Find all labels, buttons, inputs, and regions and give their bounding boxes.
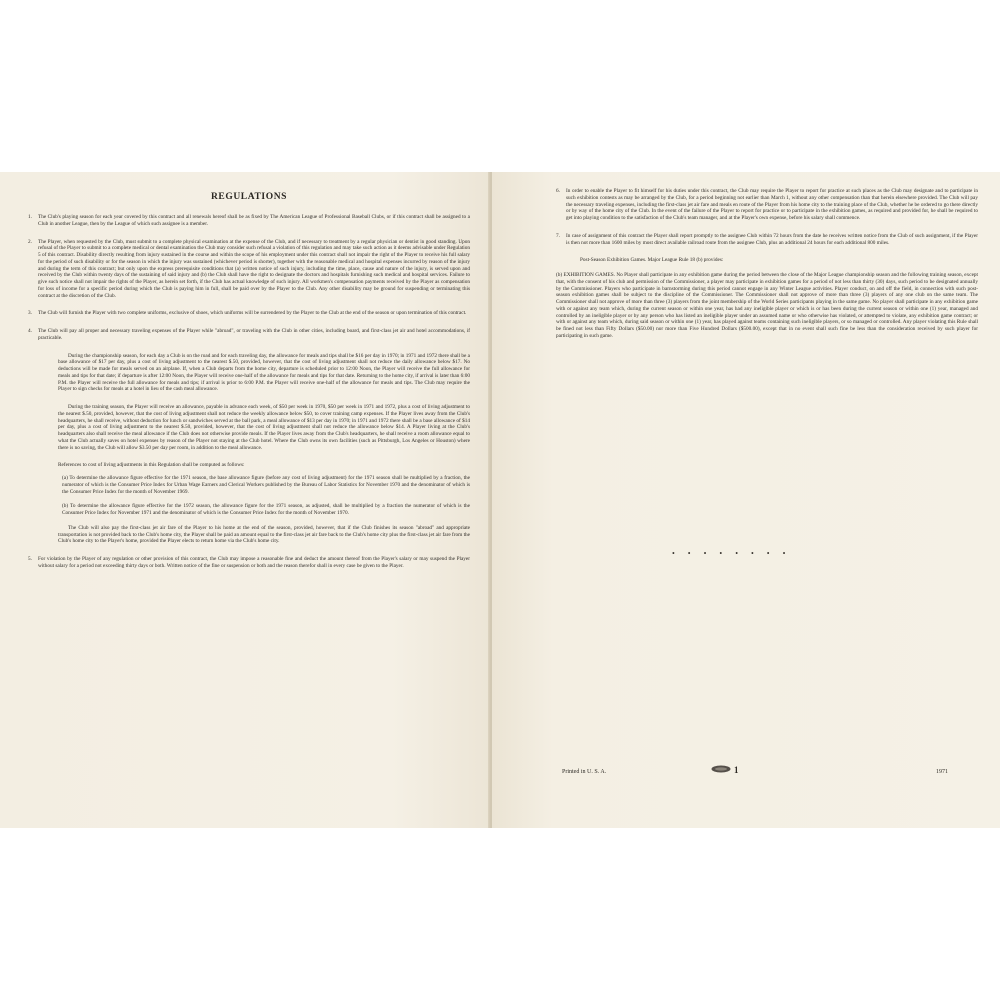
regulation-text: The Player, when requested by the Club, must submit to a complete physical examination at the expense of the Club, and if necessary to treatment by a regular physician or dentist in good standing. Upon refusal of the Player to submit to a complete medical or dental examination the Club may consider such refusal a violation of this regulation and may take such action as it deems advisable under Regulation 5 of this contract. Disability directly resulting from injury sustained in the course and within the scope of his employment under this contract shall not impair the right of the Player to receive his full salary for the period of such disability or for the season in which the injury was sustained (whichever period is shorter), together with the reasonable medical and hospital expenses incurred by reason of the injury and during the term of this contract; but only upon the express prerequisite conditions that (a) written notice of such injury, including the time, place, cause and nature of the injury, is served upon and received by the Club within twenty days of the sustaining of said injury and (b) the Club shall have the right to designate the doctors and hospitals furnishing such medical and hospital services. Failure to give such notice shall not impair the rights of the Player, as herein set forth, if the Club has actual knowledge of such injury. All workmen's compensation payments received by the Player as compensation for loss of income for a specific period during which the Club is paying him in full, shall be paid over by the Player to the Club. Any other disability may be ground for suspending or terminating this contract at the discretion of the Club. — [38, 238, 470, 299]
regulation-number: 1. — [28, 214, 32, 220]
document-spread — [0, 172, 1000, 828]
regulation-3 — [28, 310, 470, 317]
regulation-number: 6. — [556, 188, 560, 194]
references-lead: References to cost of living adjustments in this Regulation shall be computed as follows: — [58, 462, 245, 469]
regulation-number: 7. — [556, 232, 560, 239]
left-page — [0, 172, 490, 828]
rule-18b-text: (b) EXHIBITION GAMES. No Player shall participate in any exhibition game during the period between the close of the Major League championship season and the following training season, except that, with the consent of his club and permission of the Commissioner, a player may participate in exhibition games for a period of not less than thirty (30) days, such period to be designated annually by the Commissioner. Players who participate in barnstorming during this period cannot engage in any Winter League activities. Player conduct, on and off the field, in connection with such post-season exhibition games shall be subject to the discipline of the Commissioner. The Commissioner shall not approve of more than three (3) players of any one club on the same team. The Commissioner shall not approve of more than three (3) players from the joint membership of the World Series participants playing in the same game. No player shall participate in any exhibition game with or against any team which, during the current season or within one year, has had any ineligible player or which is or has been during the current season or within one (1) year, managed and controlled by an ineligible player or by any person who has listed an ineligible player under an assumed name or who otherwise has violated, or attempted to violate, any exhibition game contract; or with or against any team which, during said season or within one (1) year, has played against teams containing such ineligible players, or so managed or controlled. Any player violating this Rule shall be fined not less than Fifty Dollars ($50.00) nor more than Five Hundred Dollars ($500.00), except that in no event shall such fine be less than the consideration received by such player for participating in such game. — [556, 272, 978, 339]
training-allowance-paragraph: During the training season, the Player will receive an allowance, payable in advance each week, of $50 per week in 1970, $50 per week in 1971 and 1972, plus a cost of living adjustment to the nearest $.50, provided, however, that the cost of living adjustment shall not reduce the weekly allowance below $50, to cover training camp expenses. If the Player lives away from the Club's headquarters, he shall receive, without deduction for lunch or sandwiches served at the ball park, a meal allowance of $13 per day in 1970; in 1971 and 1972 there shall be a base allowance of $14 per day, plus a cost of living adjustment to the nearest $.50, provided, however, that the cost of living adjustment shall not reduce the allowance below $14. A Player living at the Club's headquarters also shall receive the meal allowance if the Club does not otherwise provide meals. If the Player lives away from the Club's headquarters, he shall receive a room allowance equal to what the Club actually saves on hotel expenses by reason of the Player not staying at the Club hotel. Where the Club owns its own facilities (such as Pittsburgh, Los Angeles or Houston) where there is no saving, the Club will allow $3.50 per day per room, in addition to the meal allowance. — [58, 404, 470, 451]
sub-clause-b: (b) To determine the allowance figure effective for the 1972 season, the allowance figure for the 1971 season, as adjusted, shall be multiplied by a fraction the numerator of which is the Consumer Price Index for November 1971 and the denominator of which is the Consumer Price Index for the month of November 1970. — [62, 503, 470, 516]
regulation-text: In order to enable the Player to fit himself for his duties under this contract, the Club may require the Player to report for practice at such places as the Club may designate and to participate in such exhibition contests as may be arranged by the Club, for a period beginning not earlier than March 1, without any other compensation than that herein elsewhere provided. The Club will pay the necessary traveling expenses, including the first-class jet air fare and meals en route of the Player from his home city to the training place of the Club, whether he be ordered to go there directly or by way of the home city of the Club. In the event of the failure of the Player to report for practice or to participate in the exhibition games, as required and provided for, he shall be required to get into playing condition to the satisfaction of the Club's team manager, and at the Player's own expense, before his salary shall commence. — [566, 188, 978, 221]
regulation-text: In case of assignment of this contract the Player shall report promptly to the assignee Club within 72 hours from the date he receives written notice from the Club of such assignment, if the Player is then not more than 1600 miles by most direct available railroad route from the assignee Club, plus an additional 24 hours for each additional 800 miles. — [566, 232, 978, 246]
regulation-number: 5. — [28, 556, 32, 562]
regulation-text: The Club's playing season for each year covered by this contract and all renewals hereof shall be as fixed by The American League of Professional Baseball Clubs, or if this contract shall be assigned to a Club in another League, then by the League of which such assignee is a member. — [38, 214, 470, 227]
right-page — [492, 172, 1000, 828]
regulation-text: The Club will pay all proper and necessary traveling expenses of the Player while "abroad", or traveling with the Club in other cities, including board, and first-class jet air and hotel accommodations, if practicable. — [38, 328, 470, 341]
regulation-number: 4. — [28, 328, 32, 334]
rule-heading: Post-Season Exhibition Games. Major League Rule 18 (b) provides: — [580, 257, 724, 264]
home-fare-paragraph: The Club will also pay the first-class jet air fare of the Player to his home at the end of the season, provided, however, that if the Club finishes its season "abroad" and appropriate transportation is not provided back to the Club's home city, the Player shall be paid an amount equal to the first-class jet air fare back to the Club's home city plus the first-class jet air fare from the Club's home city to the Player's home, provided the Player elects to return home via the Club's home city. — [58, 524, 470, 545]
page-title: REGULATIONS — [210, 192, 288, 202]
regulation-number: 3. — [28, 310, 32, 317]
regulation-7 — [556, 233, 978, 247]
page-number: 1 — [734, 765, 739, 775]
regulation-text: For violation by the Player of any regulation or other provision of this contract, the Club may impose a reasonable fine and deduct the amount thereof from the Player's salary or may suspend the Player without salary for a period not exceeding thirty days or both. Written notice of the fine or suspension or both and the reason therefor shall in every case be given to the Player. — [38, 556, 470, 569]
year-label: 1971 — [936, 769, 948, 775]
sub-clause-a: (a) To determine the allowance figure effective for the 1971 season, the base allowance figure (before any cost of living adjustment) for the 1971 season shall be multiplied by a fraction, the numerator of which is the Consumer Price Index for Urban Wage Earners and Clerical Workers published by the Bureau of Labor Statistics for November 1970 and the denominator of which is the Consumer Price Index for the month of November 1969. — [62, 475, 470, 495]
regulation-text: The Club will furnish the Player with two complete uniforms, exclusive of shoes, which uniforms will be surrendered by the Player to the Club at the end of the season or upon termination of this contract. — [38, 310, 467, 317]
regulation-4 — [28, 328, 470, 342]
regulation-5 — [28, 556, 470, 570]
regulation-1 — [28, 214, 470, 228]
printed-in-label: Printed in U. S. A. — [562, 769, 607, 775]
decorative-dots: •••••••• — [672, 549, 799, 558]
regulation-number: 2. — [28, 238, 32, 245]
meal-allowance-paragraph: During the championship season, for each day a Club is on the road and for each traveling day, the allowance for meals and tips shall be $16 per day in 1970; in 1971 and 1972 there shall be a base allowance of $17 per day, plus a cost of living adjustment to the nearest $.50, provided, however, that the cost of living adjustment shall not reduce the daily allowance below $17. No deductions will be made for meals served on an airplane. If, when a Club departs from the home city, departure is scheduled prior to 12:00 Noon, the Player will receive the full allowance for meals and tips for that date; if departure is after 12:00 Noon, the Player will receive one-half of the allowance for meals and tips for that date. Returning to the home city, if arrival is later than 6:00 P.M. the Player will receive the full allowance for meals and tips; if arrival is prior to 6:00 P.M. the Player will receive one-half of the allowance for meals and tips. The Club may require the Player to sign checks for meals at a hotel in lieu of the cash meal allowance. — [58, 352, 470, 393]
regulation-2 — [28, 239, 470, 300]
regulation-6 — [556, 188, 978, 222]
union-label-icon — [711, 765, 731, 773]
